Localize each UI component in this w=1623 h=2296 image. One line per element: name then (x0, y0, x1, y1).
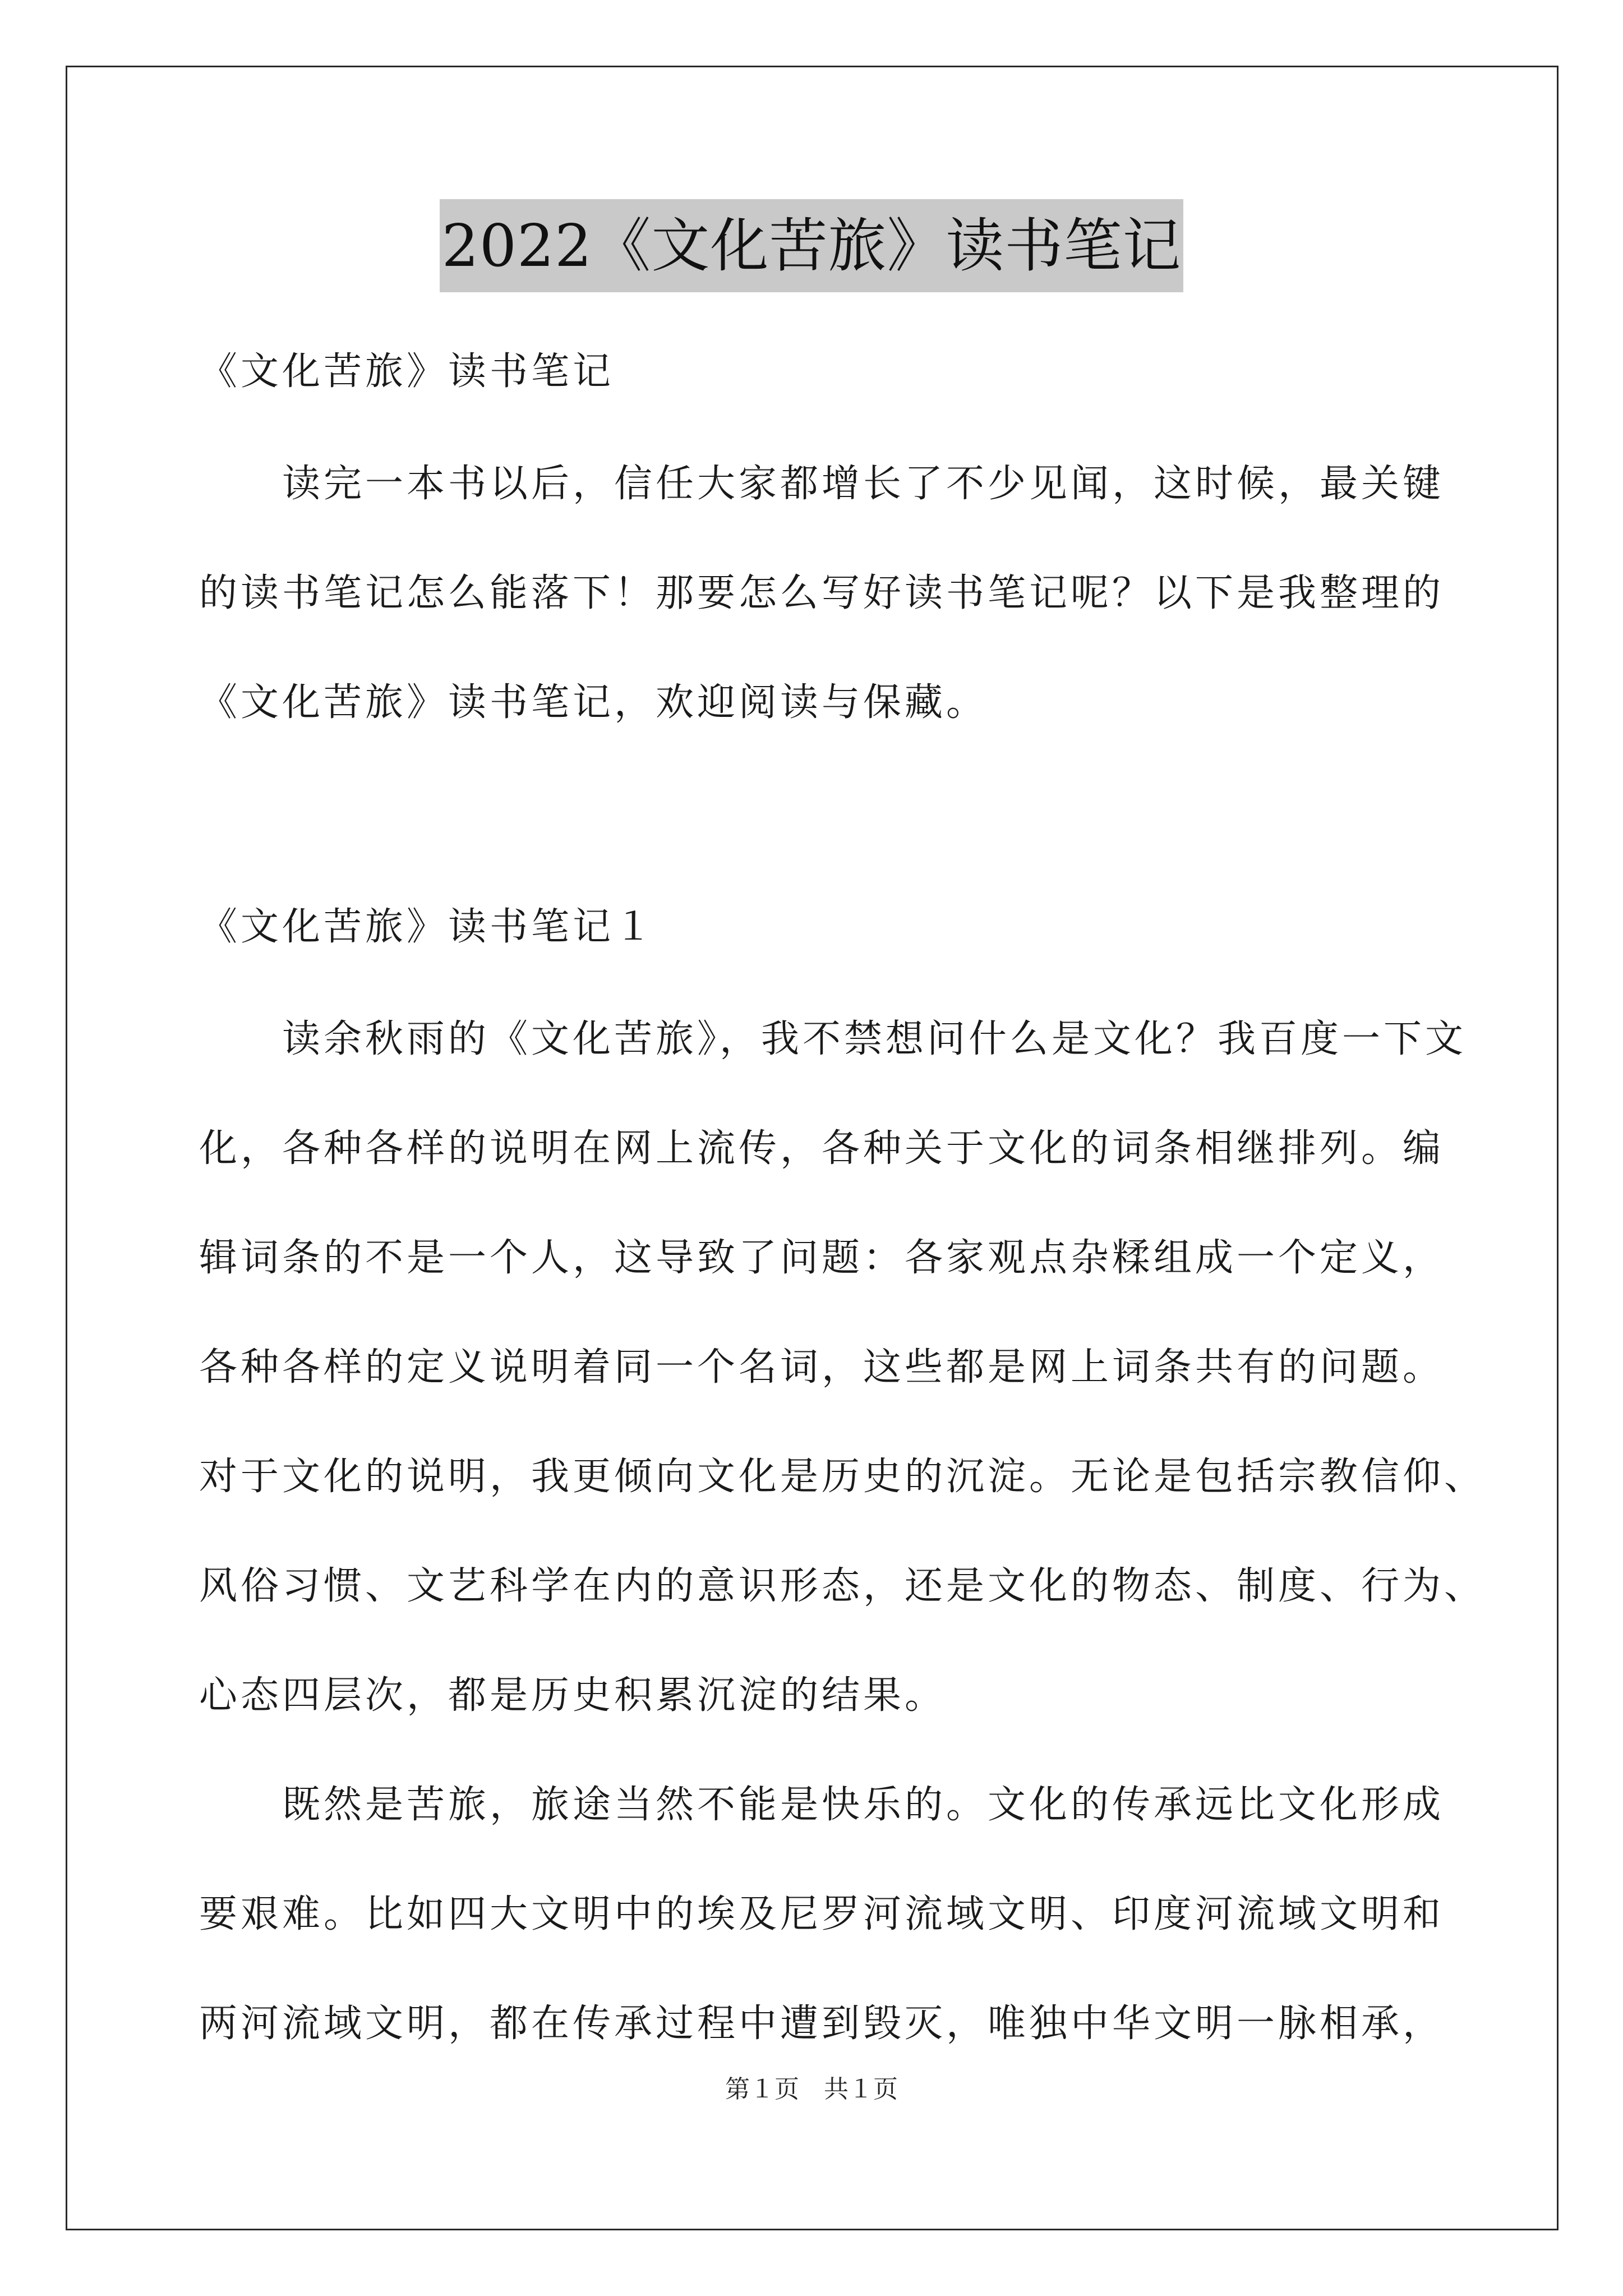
paragraph-line: 心态四层次，都是历史积累沉淀的结果。 (199, 1673, 947, 1718)
paragraph-line: 要艰难。比如四大文明中的埃及尼罗河流域文明、印度河流域文明和 (199, 1892, 1445, 1936)
paragraph-line: 辑词条的不是一个人，这导致了问题：各家观点杂糅组成一个定义， (199, 1236, 1445, 1280)
paragraph-line: 读余秋雨的《文化苦旅》，我不禁想问什么是文化？我百度一下文 (282, 1017, 1467, 1061)
paragraph-line: 风俗习惯、文艺科学在内的意识形态，还是文化的物态、制度、行为、 (199, 1564, 1486, 1608)
intro-line: 《文化苦旅》读书笔记，欢迎阅读与保藏。 (199, 680, 988, 725)
section-heading: 《文化苦旅》读书笔记１ (199, 905, 656, 949)
page-footer: 第１页 共１页 (725, 2075, 898, 2104)
paragraph-line: 化，各种各样的说明在网上流传，各种关于文化的词条相继排列。编 (199, 1126, 1445, 1171)
title-container (0, 199, 1623, 292)
paragraph-line: 各种各样的定义说明着同一个名词，这些都是网上词条共有的问题。 (199, 1345, 1445, 1389)
intro-line: 读完一本书以后，信任大家都增长了不少见闻，这时候，最关键 (282, 462, 1445, 506)
subtitle: 《文化苦旅》读书笔记 (199, 349, 615, 394)
paragraph-line: 对于文化的说明，我更倾向文化是历史的沉淀。无论是包括宗教信仰、 (199, 1455, 1486, 1499)
document-title: 2022《文化苦旅》读书笔记 (440, 199, 1184, 292)
paragraph-line: 两河流域文明，都在传承过程中遭到毁灭，唯独中华文明一脉相承， (199, 2001, 1445, 2046)
intro-line: 的读书笔记怎么能落下！那要怎么写好读书笔记呢？以下是我整理的 (199, 571, 1445, 615)
paragraph-line: 既然是苦旅，旅途当然不能是快乐的。文化的传承远比文化形成 (282, 1783, 1445, 1827)
